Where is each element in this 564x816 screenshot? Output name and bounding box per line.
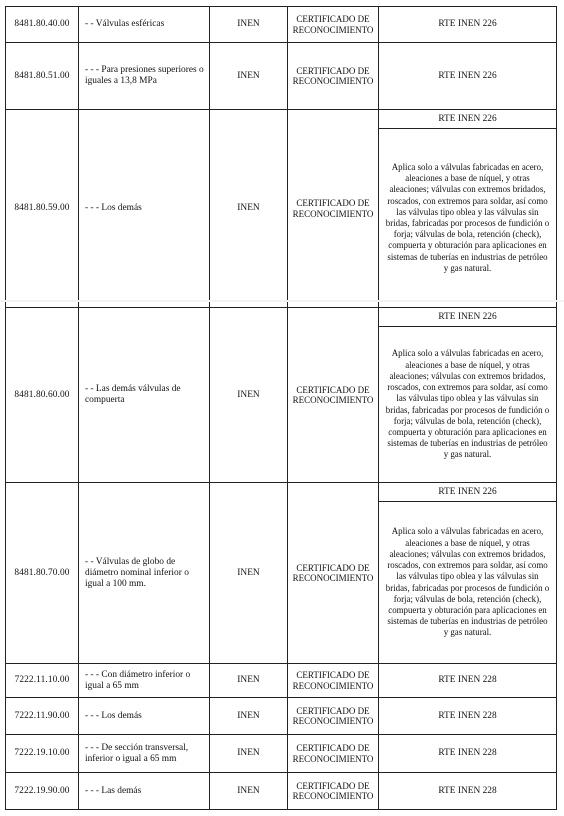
application-note: Aplica solo a válvulas fabricadas en acero, aleaciones a base de níquel, y otras aleaciones; válvulas con extremos bridados, roscados, con extremos para soldar, así como las válvulas tipo oblea y las válvulas sin bridas, fabricadas por procesos de fundición o forja; válvulas de bola, retención (check), compuerta y obturación para aplicaciones en sistemas de tuberías en industrias de petróleo y gas natural. xyxy=(385,526,550,638)
document-type: CERTIFICADO DE RECONOCIMIENTO xyxy=(288,43,379,110)
product-description: - - - Los demás xyxy=(79,698,210,735)
regulation xyxy=(379,698,557,735)
regulation-label: RTE INEN 226 xyxy=(379,308,556,327)
table-row xyxy=(6,308,557,483)
table-row xyxy=(6,698,557,735)
document-type: CERTIFICADO DE RECONOCIMIENTO xyxy=(288,664,379,698)
application-note: Aplica solo a válvulas fabricadas en acero, aleaciones a base de níquel, y otras aleaciones; válvulas con extremos bridados, roscados, con extremos para soldar, así como las válvulas tipo oblea y las válvulas sin bridas, fabricadas por procesos de fundición o forja; válvulas de bola, retención (check), compuerta y obturación para aplicaciones en sistemas de tuberías en industrias de petróleo y gas natural. xyxy=(385,161,550,273)
regulation xyxy=(379,110,557,308)
institution: INEN xyxy=(210,735,288,773)
regulation-label: RTE INEN 226 xyxy=(379,483,556,502)
tariff-code: 7222.19.90.00 xyxy=(6,773,79,810)
regulation xyxy=(379,483,557,664)
document-type: CERTIFICADO DE RECONOCIMIENTO xyxy=(288,735,379,773)
tariff-code: 8481.80.51.00 xyxy=(6,43,79,110)
regulation-label: RTE INEN 226 xyxy=(438,19,497,29)
institution: INEN xyxy=(210,7,288,43)
application-note: Aplica solo a válvulas fabricadas en acero, aleaciones a base de níquel, y otras aleaciones; válvulas con extremos bridados, roscados, con extremos para soldar, así como las válvulas tipo oblea y las válvulas sin bridas, fabricadas por procesos de fundición o forja; válvulas de bola, retención (check), compuerta y obturación para aplicaciones en sistemas de tuberías en industrias de petróleo y gas natural. xyxy=(385,348,550,460)
regulation-label: RTE INEN 228 xyxy=(438,748,497,758)
product-description: - - Válvulas de globo de diámetro nominal inferior o igual a 100 mm. xyxy=(79,483,210,664)
product-description: - - - De sección transversal, inferior o igual a 65 mm xyxy=(79,735,210,773)
table-row xyxy=(6,110,557,308)
product-description: - - - Las demás xyxy=(79,773,210,810)
page-break-shadow xyxy=(0,300,564,302)
tariff-code: 8481.80.59.00 xyxy=(6,110,79,308)
document-type: CERTIFICADO DE RECONOCIMIENTO xyxy=(288,483,379,664)
table-row xyxy=(6,483,557,664)
document-type: CERTIFICADO DE RECONOCIMIENTO xyxy=(288,7,379,43)
regulation xyxy=(379,308,557,483)
product-description: - - - Para presiones superiores o iguales a 13,8 MPa xyxy=(79,43,210,110)
tariff-table xyxy=(5,6,557,810)
tariff-code: 8481.80.40.00 xyxy=(6,7,79,43)
document-type: CERTIFICADO DE RECONOCIMIENTO xyxy=(288,308,379,483)
regulation xyxy=(379,773,557,810)
tariff-code: 8481.80.60.00 xyxy=(6,308,79,483)
product-description: - - Válvulas esféricas xyxy=(79,7,210,43)
regulation-label: RTE INEN 228 xyxy=(438,710,497,721)
tariff-code: 7222.11.90.00 xyxy=(6,698,79,735)
institution: INEN xyxy=(210,110,288,308)
table-row xyxy=(6,664,557,698)
table-row xyxy=(6,43,557,110)
regulation-label: RTE INEN 228 xyxy=(438,675,497,685)
document-type: CERTIFICADO DE RECONOCIMIENTO xyxy=(288,698,379,735)
regulation xyxy=(379,735,557,773)
regulation-label: RTE INEN 226 xyxy=(379,110,556,129)
regulation xyxy=(379,43,557,110)
document-type: CERTIFICADO DE RECONOCIMIENTO xyxy=(288,110,379,308)
institution: INEN xyxy=(210,664,288,698)
institution: INEN xyxy=(210,483,288,664)
regulation xyxy=(379,664,557,698)
table-row xyxy=(6,773,557,810)
product-description: - - - Los demás xyxy=(79,110,210,308)
table-row xyxy=(6,735,557,773)
tariff-code: 8481.80.70.00 xyxy=(6,483,79,664)
regulation-label: RTE INEN 228 xyxy=(438,785,497,796)
tariff-code: 7222.11.10.00 xyxy=(6,664,79,698)
institution: INEN xyxy=(210,43,288,110)
institution: INEN xyxy=(210,773,288,810)
tariff-code: 7222.19.10.00 xyxy=(6,735,79,773)
regulation xyxy=(379,7,557,43)
institution: INEN xyxy=(210,308,288,483)
regulation-label: RTE INEN 226 xyxy=(438,70,497,81)
product-description: - - - Con diámetro inferior o igual a 65 mm xyxy=(79,664,210,698)
table-row xyxy=(6,7,557,43)
product-description: - - Las demás válvulas de compuerta xyxy=(79,308,210,483)
document-type: CERTIFICADO DE RECONOCIMIENTO xyxy=(288,773,379,810)
institution: INEN xyxy=(210,698,288,735)
